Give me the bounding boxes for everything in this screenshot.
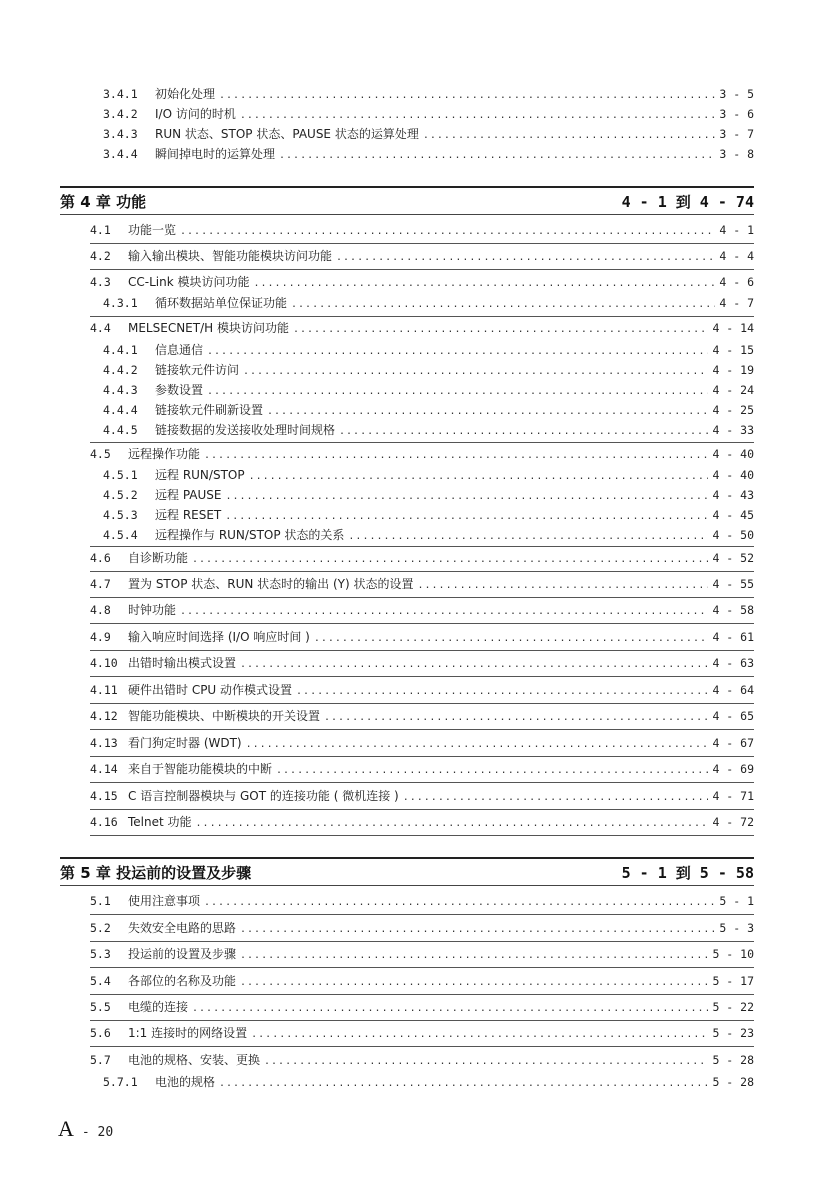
section-divider <box>90 729 754 730</box>
toc-entry[interactable] <box>103 360 754 380</box>
toc-entry[interactable] <box>103 144 754 164</box>
toc-entry[interactable] <box>103 505 754 525</box>
entry-title: 功能一览 <box>128 223 177 237</box>
entry-title: 远程 RESET <box>155 508 222 522</box>
entry-page: 5 - 10 <box>712 947 754 961</box>
entry-title: 看门狗定时器 (WDT) <box>128 736 242 750</box>
section-divider <box>90 316 754 317</box>
section-divider <box>90 623 754 624</box>
toc-entry[interactable] <box>103 485 754 505</box>
dot-leader <box>246 735 709 755</box>
toc-entry[interactable] <box>103 380 754 400</box>
toc-entry[interactable] <box>90 548 754 568</box>
entry-number: 4.3.1 <box>103 296 138 310</box>
entry-title: 循环数据站单位保证功能 <box>155 296 288 310</box>
dot-leader <box>348 527 708 547</box>
entry-page: 4 - 69 <box>712 762 754 776</box>
entry-title: 输入输出模块、智能功能模块访问功能 <box>128 249 333 263</box>
entry-title: 投运前的设置及步骤 <box>128 947 237 961</box>
entry-number: 4.4.1 <box>103 343 138 357</box>
entry-number: 4.5.1 <box>103 468 138 482</box>
section-divider <box>90 676 754 677</box>
entry-page: 4 - 67 <box>712 736 754 750</box>
toc-entry[interactable] <box>90 786 754 806</box>
entry-page: 4 - 40 <box>712 447 754 461</box>
entry-page: 4 - 7 <box>719 296 754 310</box>
entry-page: 4 - 61 <box>712 630 754 644</box>
entry-number: 4.13 <box>90 736 118 750</box>
section-divider <box>90 994 754 995</box>
section-divider <box>90 650 754 651</box>
entry-title: 链接数据的发送接收处理时间规格 <box>155 423 336 437</box>
entry-page: 3 - 7 <box>719 127 754 141</box>
entry-page: 5 - 1 <box>719 894 754 908</box>
entry-page: 4 - 1 <box>719 223 754 237</box>
entry-page: 4 - 52 <box>712 551 754 565</box>
section-divider <box>90 546 754 547</box>
entry-title: 出错时输出模式设置 <box>128 656 237 670</box>
dot-leader <box>291 295 715 315</box>
entry-title: CC-Link 模块访问功能 <box>128 275 250 289</box>
dot-leader <box>240 946 708 966</box>
toc-entry[interactable] <box>90 944 754 964</box>
toc-entry[interactable] <box>90 1050 754 1070</box>
toc-entry[interactable] <box>90 918 754 938</box>
dot-leader <box>293 320 708 340</box>
toc-entry[interactable] <box>103 400 754 420</box>
dot-leader <box>336 248 715 268</box>
dot-leader <box>240 973 708 993</box>
entry-title: 信息通信 <box>155 343 204 357</box>
dot-leader <box>225 487 708 507</box>
entry-number: 5.7 <box>90 1053 111 1067</box>
entry-number: 5.7.1 <box>103 1075 138 1089</box>
dot-leader <box>403 788 709 808</box>
dot-leader <box>423 126 716 146</box>
section-divider <box>90 243 754 244</box>
entry-page: 4 - 6 <box>719 275 754 289</box>
toc-entry[interactable] <box>90 812 754 832</box>
entry-number: 4.4.2 <box>103 363 138 377</box>
dot-leader <box>249 467 709 487</box>
dot-leader <box>324 708 708 728</box>
appendix-letter: A <box>58 1116 74 1141</box>
chapter-rule-bottom <box>60 214 754 215</box>
entry-title: I/O 访问的时机 <box>155 107 236 121</box>
entry-title: 硬件出错时 CPU 动作模式设置 <box>128 683 293 697</box>
entry-number: 5.2 <box>90 921 111 935</box>
entry-page: 4 - 40 <box>712 468 754 482</box>
entry-title: 来自于智能功能模块的中断 <box>128 762 273 776</box>
entry-number: 4.8 <box>90 603 111 617</box>
entry-page: 4 - 58 <box>712 603 754 617</box>
page-footer <box>58 1116 113 1142</box>
toc-entry[interactable] <box>90 891 754 911</box>
toc-entry[interactable] <box>103 465 754 485</box>
entry-number: 4.9 <box>90 630 111 644</box>
entry-number: 3.4.2 <box>103 107 138 121</box>
dot-leader <box>219 86 715 106</box>
toc-entry[interactable] <box>90 574 754 594</box>
entry-title: 远程 PAUSE <box>155 488 222 502</box>
entry-number: 4.12 <box>90 709 118 723</box>
entry-number: 4.5.2 <box>103 488 138 502</box>
toc-entry[interactable] <box>90 680 754 700</box>
toc-entry[interactable] <box>90 318 754 338</box>
entry-page: 4 - 71 <box>712 789 754 803</box>
entry-number: 3.4.1 <box>103 87 138 101</box>
entry-page: 4 - 72 <box>712 815 754 829</box>
entry-title: 智能功能模块、中断模块的开关设置 <box>128 709 321 723</box>
dot-leader <box>240 106 716 126</box>
entry-title: 瞬间掉电时的运算处理 <box>155 147 276 161</box>
toc-entry[interactable] <box>103 340 754 360</box>
toc-entry[interactable] <box>103 1072 754 1092</box>
entry-title: 电缆的连接 <box>128 1000 189 1014</box>
chapter-5-heading[interactable] <box>60 859 754 885</box>
entry-page: 4 - 24 <box>712 383 754 397</box>
entry-number: 3.4.3 <box>103 127 138 141</box>
entry-number: 4.11 <box>90 683 118 697</box>
entry-title: 1:1 连接时的网络设置 <box>128 1026 248 1040</box>
dot-leader <box>276 761 708 781</box>
entry-number: 4.4.5 <box>103 423 138 437</box>
dot-leader <box>240 655 708 675</box>
entry-number: 4.6 <box>90 551 111 565</box>
entry-page: 4 - 15 <box>712 343 754 357</box>
entry-title: 参数设置 <box>155 383 204 397</box>
dot-leader <box>264 1052 708 1072</box>
section-divider <box>90 597 754 598</box>
entry-page: 5 - 17 <box>712 974 754 988</box>
section-divider <box>90 1020 754 1021</box>
entry-title: 电池的规格 <box>155 1075 216 1089</box>
toc-entry[interactable] <box>90 759 754 779</box>
entry-title: 输入响应时间选择 (I/O 响应时间 ) <box>128 630 310 644</box>
section-divider <box>90 442 754 443</box>
entry-title: 自诊断功能 <box>128 551 189 565</box>
entry-number: 4.5 <box>90 447 111 461</box>
dot-leader <box>243 362 708 382</box>
dot-leader <box>192 550 708 570</box>
entry-number: 4.2 <box>90 249 111 263</box>
section-divider <box>90 941 754 942</box>
chapter-4-heading[interactable] <box>60 188 754 214</box>
entry-number: 4.5.4 <box>103 528 138 542</box>
entry-number: 3.4.4 <box>103 147 138 161</box>
dot-leader <box>240 920 715 940</box>
entry-title: RUN 状态、STOP 状态、PAUSE 状态的运算处理 <box>155 127 419 141</box>
chapter-title: 第 5 章 投运前的设置及步骤 <box>60 863 252 882</box>
section-divider <box>90 703 754 704</box>
dot-leader <box>267 402 708 422</box>
section-divider <box>90 269 754 270</box>
entry-title: 使用注意事项 <box>128 894 201 908</box>
dot-leader <box>339 422 708 442</box>
entry-title: 远程操作与 RUN/STOP 状态的关系 <box>155 528 345 542</box>
entry-page: 4 - 25 <box>712 403 754 417</box>
entry-number: 4.3 <box>90 275 111 289</box>
entry-title: 链接软元件访问 <box>155 363 240 377</box>
entry-number: 4.4 <box>90 321 111 335</box>
section-divider <box>90 571 754 572</box>
dot-leader <box>279 146 715 166</box>
section-divider <box>90 782 754 783</box>
chapter-page-range: 5 - 1 到 5 - 58 <box>621 863 754 882</box>
toc-entry[interactable] <box>103 420 754 440</box>
section-divider <box>90 967 754 968</box>
dot-leader <box>219 1074 708 1094</box>
entry-page: 3 - 6 <box>719 107 754 121</box>
section-divider <box>90 835 754 836</box>
toc-entry[interactable] <box>103 124 754 144</box>
entry-page: 4 - 19 <box>712 363 754 377</box>
entry-title: 各部位的名称及功能 <box>128 974 237 988</box>
entry-page: 3 - 8 <box>719 147 754 161</box>
entry-number: 4.4.3 <box>103 383 138 397</box>
dot-leader <box>314 629 709 649</box>
section-divider <box>90 914 754 915</box>
dot-leader <box>296 682 708 702</box>
page-number: - 20 <box>81 1125 114 1140</box>
dot-leader <box>204 893 715 913</box>
entry-title: 远程操作功能 <box>128 447 201 461</box>
entry-number: 4.10 <box>90 656 118 670</box>
entry-page: 4 - 63 <box>712 656 754 670</box>
entry-number: 4.16 <box>90 815 118 829</box>
dot-leader <box>192 999 708 1019</box>
entry-title: MELSECNET/H 模块访问功能 <box>128 321 289 335</box>
dot-leader <box>196 814 709 834</box>
entry-page: 4 - 33 <box>712 423 754 437</box>
chapter-title: 第 4 章 功能 <box>60 192 147 211</box>
entry-number: 5.4 <box>90 974 111 988</box>
section-divider <box>90 756 754 757</box>
toc-entry[interactable] <box>103 293 754 313</box>
entry-page: 5 - 3 <box>719 921 754 935</box>
entry-title: 链接软元件刷新设置 <box>155 403 264 417</box>
dot-leader <box>207 382 708 402</box>
toc-entry[interactable] <box>90 997 754 1017</box>
entry-number: 5.5 <box>90 1000 111 1014</box>
toc-entry[interactable] <box>90 1023 754 1043</box>
entry-number: 4.1 <box>90 223 111 237</box>
entry-number: 4.14 <box>90 762 118 776</box>
entry-page: 4 - 55 <box>712 577 754 591</box>
dot-leader <box>253 274 715 294</box>
entry-page: 4 - 65 <box>712 709 754 723</box>
toc-entry[interactable] <box>103 525 754 545</box>
entry-number: 4.7 <box>90 577 111 591</box>
entry-title: 远程 RUN/STOP <box>155 468 245 482</box>
section-divider <box>90 809 754 810</box>
entry-page: 4 - 64 <box>712 683 754 697</box>
entry-number: 4.4.4 <box>103 403 138 417</box>
entry-title: Telnet 功能 <box>128 815 192 829</box>
dot-leader <box>207 342 708 362</box>
dot-leader <box>418 576 709 596</box>
dot-leader <box>180 602 708 622</box>
toc-entry[interactable] <box>90 246 754 266</box>
toc-entry[interactable] <box>90 706 754 726</box>
entry-title: 初始化处理 <box>155 87 216 101</box>
chapter-page-range: 4 - 1 到 4 - 74 <box>621 192 754 211</box>
entry-title: C 语言控制器模块与 GOT 的连接功能 ( 微机连接 ) <box>128 789 399 803</box>
dot-leader <box>204 446 708 466</box>
toc-entry[interactable] <box>90 653 754 673</box>
toc-entry[interactable] <box>103 104 754 124</box>
dot-leader <box>251 1025 708 1045</box>
toc-entry[interactable] <box>90 600 754 620</box>
dot-leader <box>225 507 708 527</box>
toc-entry[interactable] <box>90 220 754 240</box>
entry-page: 5 - 23 <box>712 1026 754 1040</box>
toc-entry[interactable] <box>90 971 754 991</box>
section-divider <box>90 1046 754 1047</box>
entry-number: 5.6 <box>90 1026 111 1040</box>
chapter-rule-bottom <box>60 885 754 886</box>
entry-page: 4 - 43 <box>712 488 754 502</box>
entry-page: 4 - 50 <box>712 528 754 542</box>
entry-page: 5 - 28 <box>712 1053 754 1067</box>
entry-title: 置为 STOP 状态、RUN 状态时的输出 (Y) 状态的设置 <box>128 577 414 591</box>
entry-title: 时钟功能 <box>128 603 177 617</box>
entry-page: 4 - 45 <box>712 508 754 522</box>
entry-page: 5 - 22 <box>712 1000 754 1014</box>
entry-number: 4.5.3 <box>103 508 138 522</box>
entry-page: 3 - 5 <box>719 87 754 101</box>
entry-number: 4.15 <box>90 789 118 803</box>
entry-title: 电池的规格、安装、更换 <box>128 1053 261 1067</box>
entry-page: 4 - 14 <box>712 321 754 335</box>
entry-number: 5.1 <box>90 894 111 908</box>
entry-page: 4 - 4 <box>719 249 754 263</box>
toc-entry[interactable] <box>90 733 754 753</box>
dot-leader <box>180 222 715 242</box>
entry-number: 5.3 <box>90 947 111 961</box>
toc-entry[interactable] <box>90 272 754 292</box>
toc-entry[interactable] <box>90 444 754 464</box>
toc-entry[interactable] <box>90 627 754 647</box>
toc-entry[interactable] <box>103 84 754 104</box>
entry-page: 5 - 28 <box>712 1075 754 1089</box>
entry-title: 失效安全电路的思路 <box>128 921 237 935</box>
